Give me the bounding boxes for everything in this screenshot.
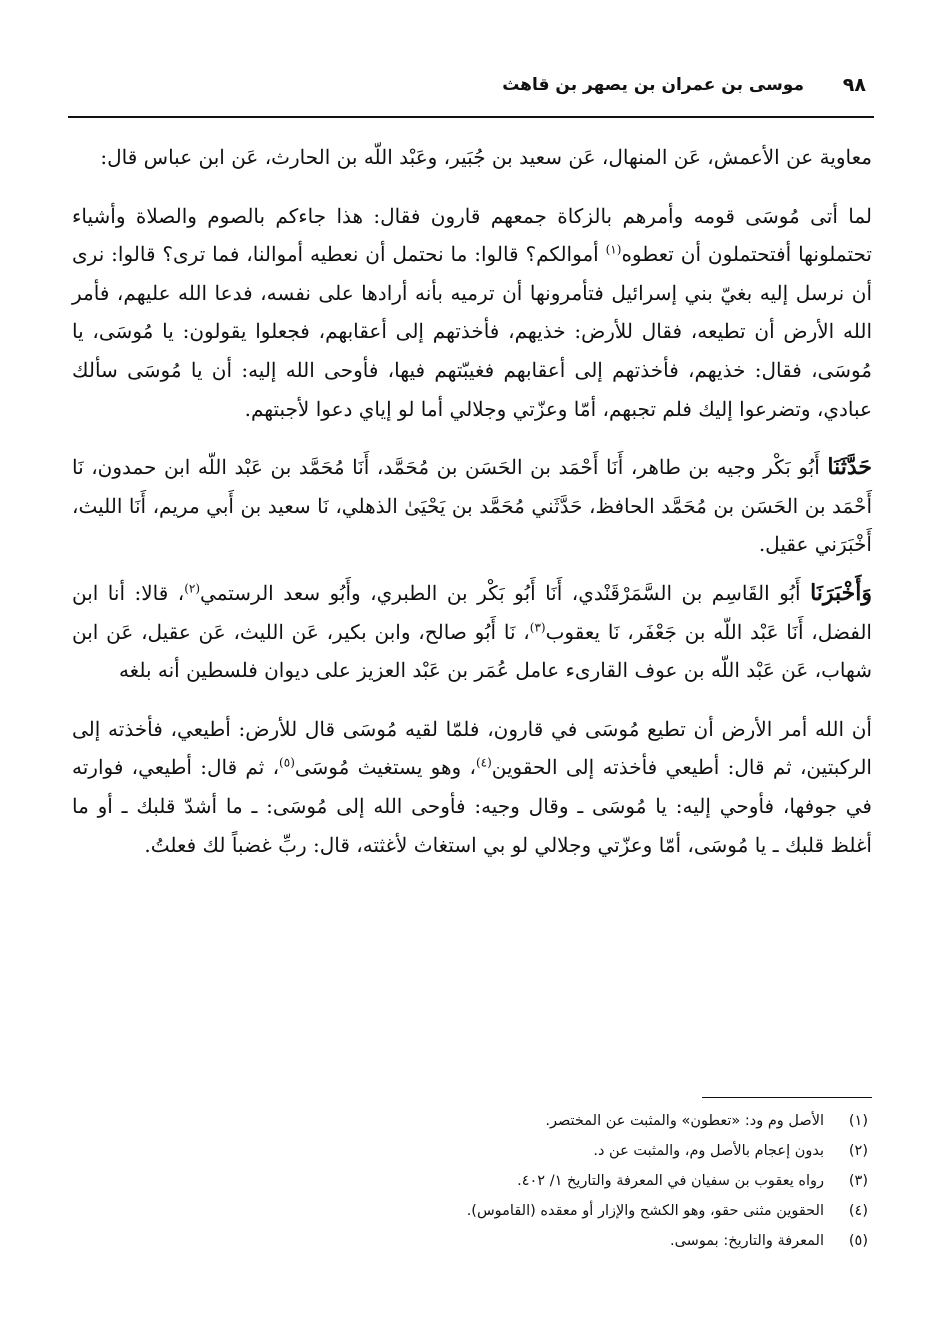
text-run: أَبُو القَاسِم بن السَّمَرْقَنْدي، أَنَا أَبُو بَكْر بن الطبري، وأَبُو سعد الرستمي bbox=[200, 580, 811, 605]
text-run: ، وهو يستغيث مُوسَى bbox=[294, 755, 476, 780]
header-rule bbox=[68, 116, 874, 118]
text-run: لما أتى مُوسَى قومه وأمرهم بالزكاة جمعهم قارون فقال: هذا جاءكم بالصوم والصلاة وأشياء تحتملونها أفتحتملون أن تعطوه bbox=[72, 203, 872, 267]
footnote-ref-5[interactable]: (٥) bbox=[279, 755, 295, 770]
paragraph-haddathana bbox=[72, 448, 872, 564]
text-run: ، ثم قال: أطيعي، فوارته في جوفها، فأوحي إليه: يا مُوسَى ـ وقال وجيه: فأوحى الله إلى مُوسَى: ـ ما أشدّ قلبك ـ أو ما أغلظ قلبك ـ يا مُوسَى، أمّا وعزّتي وجلالي لو بي استغاث لأغثته، قال: ربِّ غضباً لك فعلتُ. bbox=[72, 755, 872, 857]
footnote-4 bbox=[72, 1196, 868, 1226]
text-run: ، نَا أَبُو صالح، وابن بكير، عَن الليث، عَن عقيل، عَن ابن شهاب، عَن عَبْد اللّه بن عوف القارىء عامل عُمَر بن عَبْد العزيز على ديوان فلسطين أنه بلغه bbox=[72, 619, 872, 683]
footnote-text: الحقوين مثنى حقو، وهو الكشح والإزار أو معقده (القاموس). bbox=[466, 1203, 824, 1219]
main-text bbox=[72, 138, 872, 864]
footnote-number: (١) bbox=[848, 1113, 868, 1129]
paragraph-qarun-story bbox=[72, 197, 872, 429]
paragraph-earth-command bbox=[72, 710, 872, 864]
lead-word-akhbarana: وَأَخْبَرَنَا bbox=[810, 579, 873, 606]
footnote-text: الأصل وم ود: «تعطون» والمثبت عن المختصر. bbox=[545, 1113, 824, 1129]
footnote-ref-4[interactable]: (٤) bbox=[475, 755, 492, 770]
text-run: أَبُو بَكْر وجيه بن طاهر، أَنَا أَحْمَد بن الحَسَن بن مُحَمَّد، أَنَا مُحَمَّد بن عَبْد اللّه ابن حمدون، نَا أَحْمَد بن الحَسَن بن مُحَمَّد الحافظ، حَدَّثَني مُحَمَّد بن يَحْيَىٰ الذهلي، نَا سعيد بن أَبي مريم، أَنَا الليث، أَخْبَرَني عقيل. bbox=[72, 455, 872, 557]
paragraph-isnad-continuation bbox=[72, 138, 872, 177]
page-header bbox=[68, 72, 874, 112]
text-run: أن الله أمر الأرض أن تطيع مُوسَى في قارون، فلمّا لقيه مُوسَى قال للأرض: أطيعي، فأخذته إلى الركبتين، ثم قال: أطيعي فأخذته إلى الحقوين bbox=[72, 716, 872, 780]
paragraph-akhbarana bbox=[72, 574, 872, 690]
footnote-ref-3[interactable]: (٣) bbox=[529, 619, 546, 634]
footnote-number: (٣) bbox=[848, 1173, 868, 1189]
running-title: موسى بن عمران بن يصهر بن قاهث bbox=[502, 75, 804, 95]
footnote-separator bbox=[702, 1097, 872, 1098]
footnote-5 bbox=[72, 1226, 868, 1256]
page-number: ٩٨ bbox=[842, 74, 866, 96]
footnote-text: بدون إعجام بالأصل وم، والمثبت عن د. bbox=[593, 1143, 824, 1159]
footnote-number: (٤) bbox=[848, 1203, 868, 1219]
text-run: معاوية عن الأعمش، عَن المنهال، عَن سعيد بن جُبَير، وعَبْد اللّه بن الحارث، عَن ابن عباس قال: bbox=[100, 145, 872, 169]
footnote-number: (٥) bbox=[848, 1233, 868, 1249]
footnote-2 bbox=[72, 1136, 868, 1166]
footnotes-list bbox=[72, 1106, 868, 1256]
footnote-text: المعرفة والتاريخ: بموسى. bbox=[669, 1233, 824, 1249]
footnote-3 bbox=[72, 1166, 868, 1196]
footnote-text: رواه يعقوب بن سفيان في المعرفة والتاريخ ١/ ٤٠٢. bbox=[517, 1173, 824, 1189]
footnote-ref-2[interactable]: (٢) bbox=[184, 581, 201, 596]
footnote-ref-1[interactable]: (١) bbox=[605, 242, 622, 257]
text-run: أموالكم؟ قالوا: ما نحتمل أن نعطيه أموالنا، فما ترى؟ قالوا: نرى أن نرسل إليه بغيّ بني إسرائيل فتأمرونها أن ترميه بأنه أرادها على نفسه، فدعا الله عليهم، فأمر الله الأرض أن تطيعه، فقال للأرض: خذيهم، فأخذتهم إلى أعقابهم، فجعلوا يقولون: يا مُوسَى، يا مُوسَى، فقال: خذيهم، فأخذتهم إلى أعقابهم فغيبّتهم فيها، فأوحى الله إليه: أن يا مُوسَى سألك عبادي، وتضرعوا إليك فلم تجبهم، أمّا وعزّتي وجلالي أما لو إياي دعوا لأجبتهم. bbox=[72, 242, 872, 421]
text-run: ، قالا: أنا ابن الفضل، أَنَا عَبْد اللّه بن جَعْفَر، نَا يعقوب bbox=[72, 580, 872, 644]
footnote-1 bbox=[72, 1106, 868, 1136]
lead-word-haddathana: حَدَّثَنَا bbox=[827, 454, 872, 481]
footnote-number: (٢) bbox=[848, 1143, 868, 1159]
